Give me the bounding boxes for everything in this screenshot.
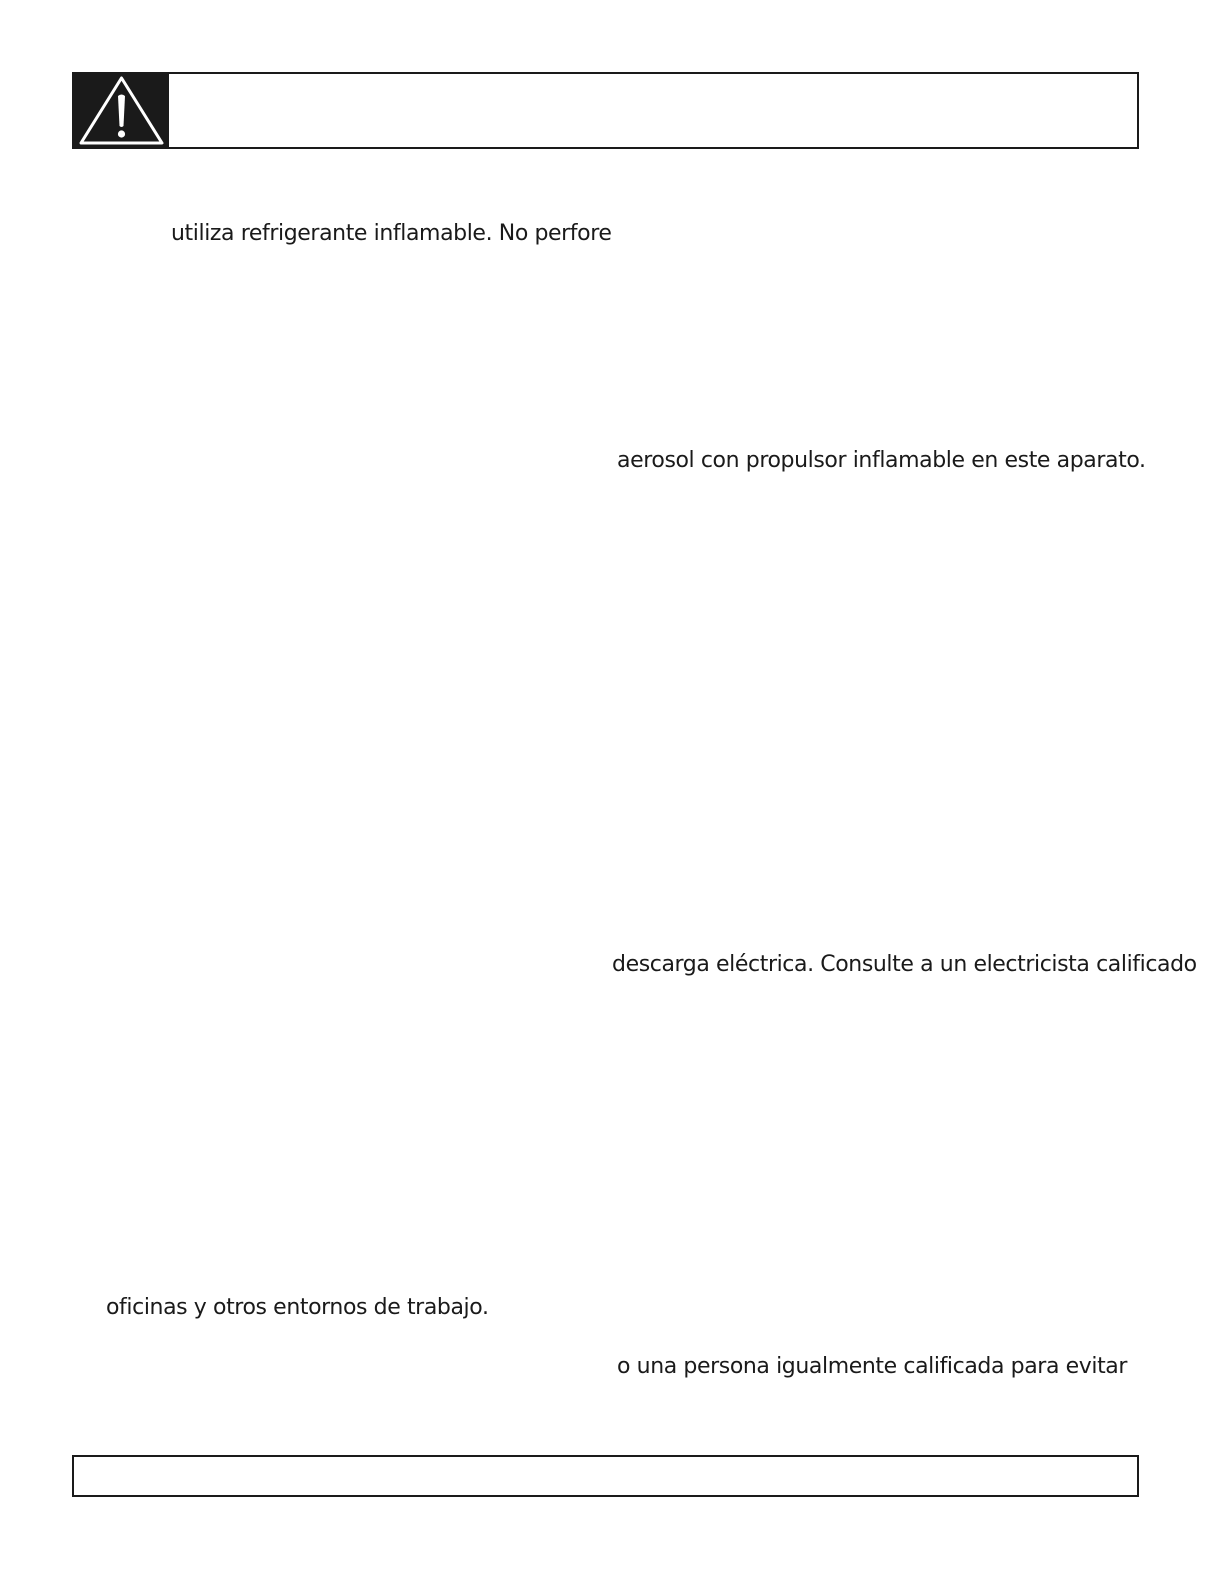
body-text-line: oficinas y otros entornos de trabajo. [106,1295,489,1320]
warning-header-box [72,72,1139,149]
body-text-line: o una persona igualmente calificada para evitar [617,1354,1128,1379]
warning-triangle-icon [74,74,169,147]
footer-box [72,1455,1139,1497]
body-text-line: descarga eléctrica. Consulte a un electricista calificado [612,952,1197,977]
body-text-line: aerosol con propulsor inflamable en este aparato. [617,448,1146,473]
body-text-line: utiliza refrigerante inflamable. No perfore [171,221,612,246]
